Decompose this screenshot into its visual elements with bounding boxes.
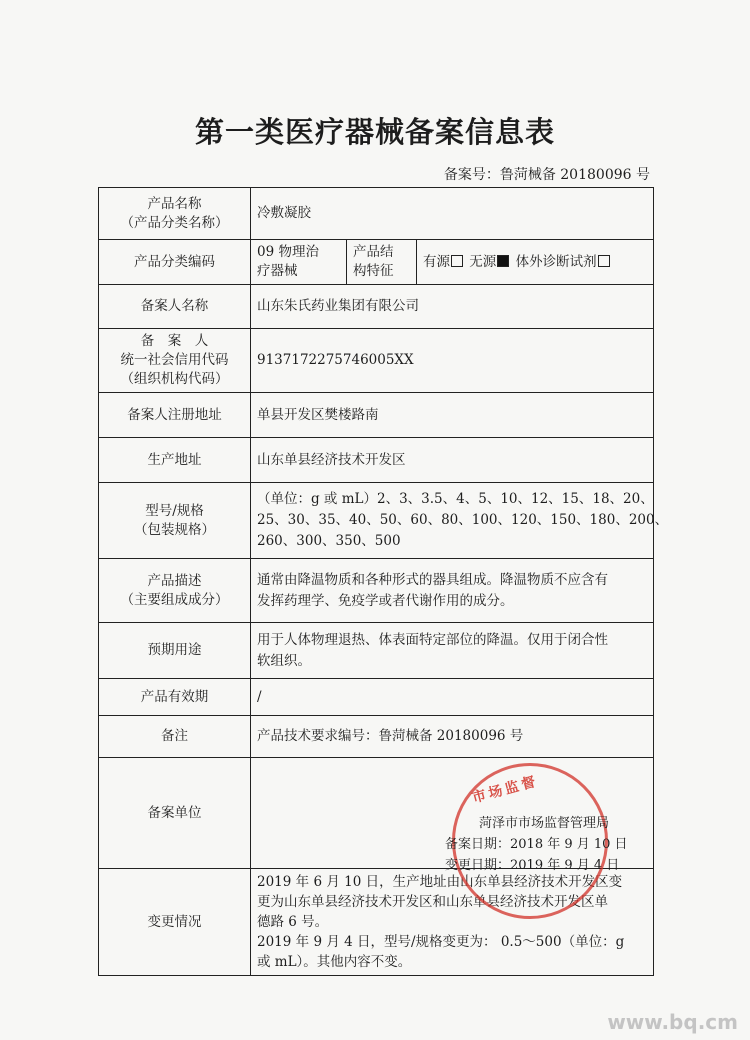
label-prod-address: 生产地址 xyxy=(99,438,251,483)
change-line: 更为山东单县经济技术开发区和山东单县经济技术开发区单 xyxy=(257,894,608,910)
row-validity xyxy=(99,679,654,716)
label-line: 备 案 人 xyxy=(140,333,209,349)
row-prod-address xyxy=(99,438,654,483)
code-line: 09 物理治 xyxy=(257,244,319,260)
value-product-name: 冷敷凝胶 xyxy=(251,188,654,240)
value-classification-code xyxy=(251,240,347,285)
option-passive-label: 无源 xyxy=(469,253,497,270)
label-changes: 变更情况 xyxy=(99,869,251,976)
change-date: 变更日期：2019 年 9 月 4 日 xyxy=(445,858,620,873)
label-classification: 产品分类编码 xyxy=(99,240,251,285)
label-validity: 产品有效期 xyxy=(99,679,251,716)
use-line: 用于人体物理退热、体表面特定部位的降温。仅用于闭合性 xyxy=(257,631,608,648)
value-intended-use xyxy=(251,623,654,679)
label-remarks: 备注 xyxy=(99,716,251,758)
label-line: 构特征 xyxy=(353,263,394,279)
code-line: 疗器械 xyxy=(257,263,298,279)
row-classification xyxy=(99,240,654,285)
row-filer-name xyxy=(99,285,654,329)
row-model xyxy=(99,483,654,559)
label-intended-use: 预期用途 xyxy=(99,623,251,679)
value-validity: / xyxy=(251,679,654,716)
label-line: 产品名称 xyxy=(147,195,202,212)
label-line: （组织机构代码） xyxy=(120,371,229,387)
value-description xyxy=(251,559,654,623)
value-model xyxy=(251,483,669,559)
description-line: 通常由降温物质和各种形式的器具组成。降温物质不应含有 xyxy=(257,571,608,588)
row-intended-use xyxy=(99,623,654,679)
use-line: 软组织。 xyxy=(257,652,311,669)
model-line: 260、300、350、500 xyxy=(257,533,401,549)
change-line: 2019 年 6 月 10 日，生产地址由山东单县经济技术开发区变 xyxy=(257,874,623,890)
passive-checkbox-checked-icon xyxy=(497,255,509,267)
row-credit-code xyxy=(99,329,654,393)
seal-text: 市场监督 xyxy=(470,773,541,807)
value-remarks: 产品技术要求编号：鲁菏械备 20180096 号 xyxy=(251,716,654,758)
value-prod-address: 山东单县经济技术开发区 xyxy=(251,438,654,483)
row-reg-address xyxy=(99,393,654,438)
page-title: 第一类医疗器械备案信息表 xyxy=(194,115,555,149)
label-credit-code xyxy=(99,329,251,393)
option-ivd-label: 体外诊断试剂 xyxy=(515,253,597,270)
label-line: 产品结 xyxy=(353,244,394,260)
value-structure-options xyxy=(417,240,654,285)
value-reg-address: 单县开发区樊楼路南 xyxy=(251,393,654,438)
label-product-name xyxy=(99,188,251,240)
value-filer-name: 山东朱氏药业集团有限公司 xyxy=(251,285,654,329)
value-unit xyxy=(251,758,654,873)
filing-info-table xyxy=(98,187,669,976)
unit-name: 菏泽市市场监督管理局 xyxy=(479,816,610,831)
row-unit xyxy=(99,758,654,869)
label-structure xyxy=(347,240,417,285)
change-line: 或 mL）。其他内容不变。 xyxy=(257,954,412,970)
label-line: 产品描述 xyxy=(147,572,202,589)
model-line: （单位：g 或 mL）2、3、3.5、4、5、10、12、15、18、20、 xyxy=(257,491,654,507)
row-description xyxy=(99,559,654,623)
active-checkbox-icon xyxy=(451,255,463,267)
unit-details xyxy=(445,813,628,876)
label-unit: 备案单位 xyxy=(99,758,251,869)
change-line: 德路 6 号。 xyxy=(257,914,329,930)
row-product-name xyxy=(99,188,654,240)
label-line: （主要组成成分） xyxy=(120,591,229,608)
description-line: 发挥药理学、免疫学或者代谢作用的成分。 xyxy=(257,592,514,609)
row-remarks xyxy=(99,716,654,758)
label-filer-name: 备案人名称 xyxy=(99,285,251,329)
label-model xyxy=(99,483,251,559)
label-line: （产品分类名称） xyxy=(120,214,229,231)
model-line: 25、30、35、40、50、60、80、100、120、150、180、200、 xyxy=(257,512,669,528)
value-credit-code: 9137172275746005XX xyxy=(251,329,654,393)
site-watermark: www.bq.cm xyxy=(607,1010,738,1034)
filing-date: 备案日期：2018 年 9 月 10 日 xyxy=(445,837,628,852)
option-active-label: 有源 xyxy=(423,253,450,270)
label-line: 型号/规格 xyxy=(145,502,204,519)
ivd-checkbox-icon xyxy=(598,255,610,267)
label-reg-address: 备案人注册地址 xyxy=(99,393,251,438)
record-number: 备案号：鲁菏械备 20180096 号 xyxy=(443,167,650,183)
label-description xyxy=(99,559,251,623)
change-line: 2019 年 9 月 4 日，型号/规格变更为： 0.5～500（单位：g xyxy=(257,934,625,950)
label-line: 统一社会信用代码 xyxy=(120,352,229,368)
label-line: （包装规格） xyxy=(134,521,215,538)
